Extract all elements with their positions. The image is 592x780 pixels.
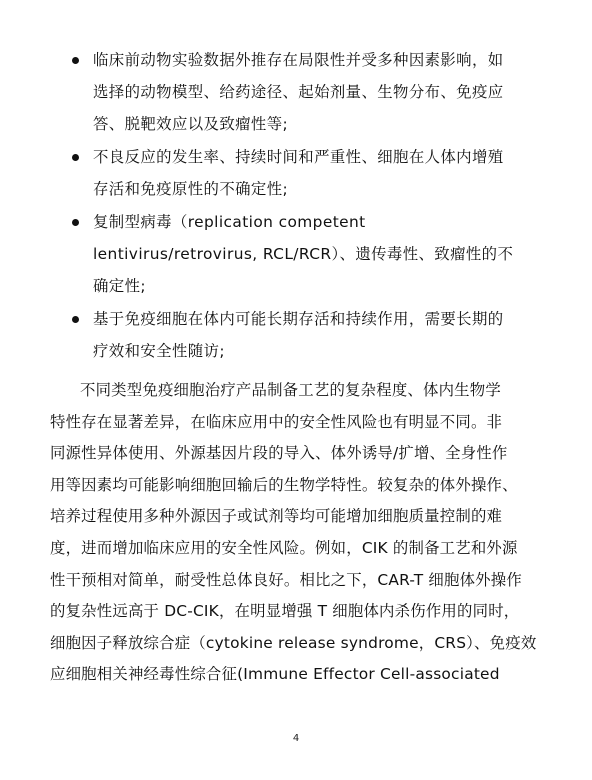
text-line: lentivirus/retrovirus, RCL/RCR）、遗传毒性、致瘤性的不 (93, 245, 514, 263)
text-line: 基于免疫细胞在体内可能长期存活和持续作用，需要长期的 (93, 310, 504, 328)
bullet-dot-icon (72, 316, 79, 323)
text-line: 存活和免疫原性的不确定性; (93, 180, 289, 198)
text-line: 的复杂性远高于 DC-CIK，在明显增强 T 细胞体内杀伤作用的同时， (50, 602, 520, 621)
text-line: 性干预相对简单，耐受性总体良好。相比之下，CAR-T 细胞体外操作 (50, 570, 522, 589)
text-line: 临床前动物实验数据外推存在局限性并受多种因素影响，如 (93, 51, 504, 69)
text-line: 答、脱靶效应以及致瘤性等; (93, 115, 289, 133)
text-line: 复制型病毒（replication competent (93, 213, 366, 231)
bullet-list (0, 44, 592, 368)
text-line: 不良反应的发生率、持续时间和严重性、细胞在人体内增殖 (93, 148, 504, 166)
text-line: 不同类型免疫细胞治疗产品制备工艺的复杂程度、体内生物学 (80, 381, 501, 399)
bullet-dot-icon (72, 57, 79, 64)
page-number: 4 (292, 733, 300, 744)
text-line: 应细胞相关神经毒性综合征(Immune Effector Cell-associated (50, 665, 500, 684)
bullet-item (0, 206, 592, 302)
text-line: 细胞因子释放综合症（cytokine release syndrome，CRS）、免疫效 (50, 633, 537, 652)
text-line: 培养过程使用多种外源因子或试剂等均可能增加细胞质量控制的难 (50, 507, 503, 526)
text-line: 特性存在显著差异，在临床应用中的安全性风险也有明显不同。非 (50, 412, 503, 431)
bullet-item (0, 303, 592, 367)
text-line: 确定性; (93, 277, 146, 295)
bullet-dot-icon (72, 154, 79, 161)
text-line: 用等因素均可能影响细胞回输后的生物学特性。较复杂的体外操作、 (50, 475, 518, 494)
bullet-dot-icon (72, 219, 79, 226)
text-line: 选择的动物模型、给药途径、起始剂量、生物分布、免疫应 (93, 83, 504, 101)
body-paragraph (50, 375, 550, 691)
text-line: 疗效和安全性随访; (93, 342, 225, 360)
bullet-item (0, 44, 592, 140)
text-line: 同源性异体使用、外源基因片段的导入、体外诱导/扩增、全身性作 (50, 444, 508, 463)
bullet-item (0, 141, 592, 205)
text-line: 度，进而增加临床应用的安全性风险。例如，CIK 的制备工艺和外源 (50, 538, 518, 557)
